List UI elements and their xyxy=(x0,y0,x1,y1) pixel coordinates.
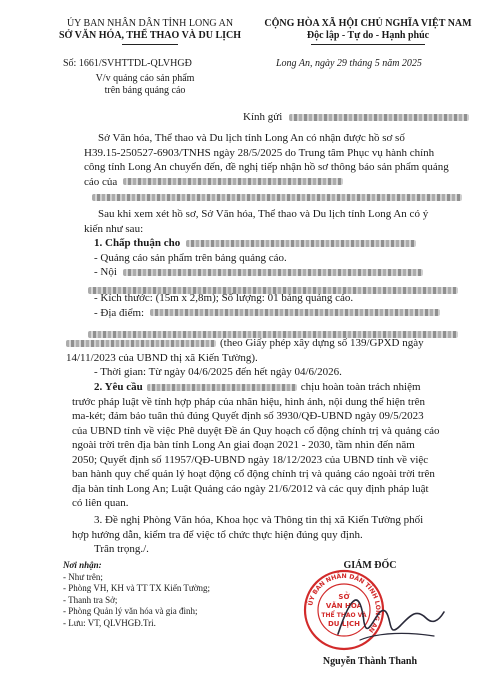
item-1-size: - Kích thước: (15m x 2,8m); Số lượng: 01 bảng quảng cáo. xyxy=(94,292,354,304)
review-line: kiến như sau: xyxy=(84,222,144,235)
item-2-line: 2050; Quyết định số 11957/QĐ-UBND ngày 18/12/2023 của UBND tỉnh về việc xyxy=(72,453,429,466)
addressee xyxy=(243,110,469,125)
item-2-line: ban hành quy chế quản lý hoạt động cổ động chính trị và quảng cáo ngoài trời trên xyxy=(72,468,435,480)
item-2-line: địa bàn tỉnh Long An; Luật Quảng cáo ngày 21/6/2012 và các quy định pháp luật xyxy=(72,482,429,495)
item-2 xyxy=(72,380,472,511)
item-1-product: - Quảng cáo sản phẩm trên bảng quảng cáo. xyxy=(94,251,287,264)
recipient-item: - Như trên; xyxy=(63,571,103,582)
stamp-text: DU LỊCH xyxy=(328,620,360,628)
item-2-line: có liên quan. xyxy=(72,497,129,509)
intro-paragraph xyxy=(86,131,468,189)
item-1-content: - Nội xyxy=(94,266,117,278)
stamp-text: SỞ xyxy=(338,593,350,601)
subject-line-2: trên bảng quảng cáo xyxy=(104,85,186,96)
intro-line: cáo của xyxy=(84,175,118,188)
nation-title: CỘNG HÒA XÃ HỘI CHỦ NGHĨA VIỆT NAM xyxy=(264,18,472,29)
item-2-label: 2. Yêu cầu xyxy=(94,381,143,393)
item-2-line: của UBND tỉnh về việc Phê duyệt Đề án Quy hoạch cổ động chính trị và quảng cáo xyxy=(72,424,440,437)
stamp-text: VĂN HÓA xyxy=(325,602,363,610)
item-2-line: chịu hoàn toàn trách nhiệm xyxy=(300,381,421,393)
agency-name: SỞ VĂN HÓA, THỂ THAO VÀ DU LỊCH xyxy=(58,30,242,41)
recipient-item: - Phòng VH, KH và TT TX Kiến Tường; xyxy=(63,583,211,593)
item-1-time: - Thời gian: Từ ngày 04/6/2025 đến hết ngày 04/6/2026. xyxy=(94,366,342,378)
addressee-label: Kính gửi xyxy=(243,111,283,123)
nation-motto: Độc lập - Tự do - Hạnh phúc xyxy=(306,30,430,41)
redacted-location xyxy=(150,309,440,316)
recipients-title: Nơi nhận: xyxy=(63,560,102,570)
item-3-line: hợp hướng dẫn, kiểm tra để việc tổ chức thực hiện đúng quy định. xyxy=(72,528,363,541)
document-number: Số: 1661/SVHTTDL-QLVHGĐ xyxy=(63,58,192,69)
signer-name: Nguyễn Thành Thanh xyxy=(322,656,418,667)
intro-line: Sở Văn hóa, Thể thao và Du lịch tỉnh Long An có nhận được hồ sơ số xyxy=(98,132,405,144)
redacted-line xyxy=(92,194,462,201)
intro-line: H39.15-250527-6903/TNHS ngày 28/5/2025 do Trung tâm Phục vụ hành chính xyxy=(84,146,435,159)
intro-line: công tỉnh Long An chuyển đến, đề nghị tiếp nhận hồ sơ thông báo sản phẩm quảng xyxy=(84,161,449,173)
item-1-permit-line: (theo Giấy phép xây dựng số 139/GPXD ngày xyxy=(220,337,424,349)
review-paragraph xyxy=(86,207,468,236)
item-1-permit xyxy=(66,336,468,380)
item-1 xyxy=(86,236,468,280)
review-line: Sau khi xem xét hồ sơ, Sở Văn hóa, Thể thao và Du lịch tỉnh Long An có ý xyxy=(98,208,429,220)
subject-line-1: V/v quảng cáo sản phẩm xyxy=(95,73,195,84)
stamp-ring-text: ỦY BAN NHÂN DÂN TỈNH LONG AN xyxy=(307,572,382,634)
item-3 xyxy=(72,513,472,557)
agency-parent: ỦY BAN NHÂN DÂN TỈNH LONG AN xyxy=(66,18,234,29)
place-date: Long An, ngày 29 tháng 5 năm 2025 xyxy=(276,58,422,69)
redacted-company xyxy=(186,240,416,247)
recipient-item: - Thanh tra Sở; xyxy=(63,594,118,605)
stamp-text: THỂ THAO VÀ xyxy=(321,612,367,619)
redacted-content xyxy=(123,269,423,276)
item-2-line: trước pháp luật về tính hợp pháp của nhãn hiệu, hình ảnh, nội dung thể hiện trên xyxy=(72,395,426,408)
item-3-line: 3. Đề nghị Phòng Văn hóa, Khoa học và Thông tin thị xã Kiến Tường phối xyxy=(94,514,424,526)
recipient-item: - Phòng Quản lý văn hóa và gia đình; xyxy=(63,606,198,616)
agency-underline xyxy=(122,44,178,45)
redacted-applicant xyxy=(123,178,343,185)
item-1-permit-line: 14/11/2023 của UBND thị xã Kiến Tường). xyxy=(66,351,258,364)
redacted-company xyxy=(147,384,297,391)
motto-underline xyxy=(311,44,425,45)
item-1-location: - Địa điểm: xyxy=(94,306,145,319)
recipients xyxy=(63,560,210,629)
signer-title: GIÁM ĐỐC xyxy=(343,560,397,571)
recipient-item: - Lưu: VT, QLVHGĐ.Tri. xyxy=(63,617,156,628)
handwritten-signature xyxy=(330,582,450,652)
closing: Trân trọng./. xyxy=(94,543,149,555)
item-2-line: ma-két; đảm bảo tuân thủ đúng Quyết định số 3930/QĐ-UBND ngày 09/5/2023 xyxy=(72,410,424,422)
item-1-details xyxy=(86,291,468,320)
item-2-line: ngoài trời trên địa bàn tỉnh Long An giai đoạn 2021 - 2030, tầm nhìn đến năm xyxy=(72,439,415,451)
item-1-label: 1. Chấp thuận cho xyxy=(94,237,181,249)
redacted-addressee xyxy=(289,114,469,121)
redacted-address xyxy=(66,340,216,347)
